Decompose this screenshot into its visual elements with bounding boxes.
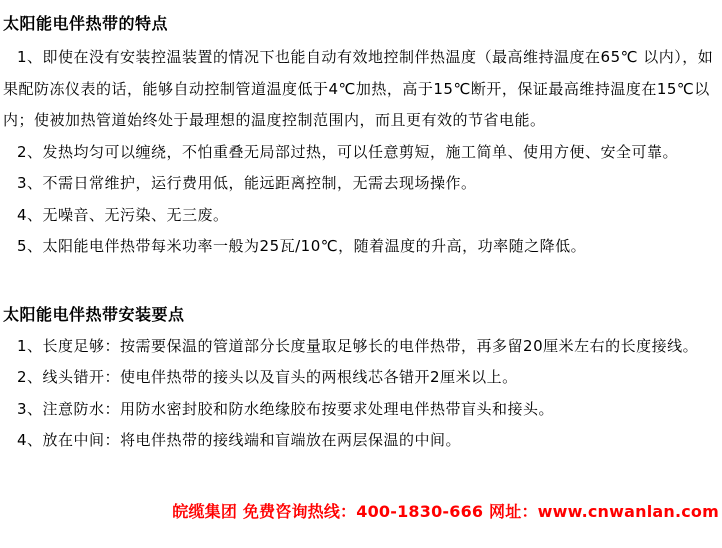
feature-item-4: 4、无噪音、无污染、无三废。 (17, 205, 229, 224)
footer-hotline-number: 400-1830-666 (356, 502, 484, 521)
section-features-title: 太阳能电伴热带的特点 (3, 14, 169, 33)
feature-item-5: 5、太阳能电伴热带每米功率一般为25瓦/10℃，随着温度的升高，功率随之降低。 (17, 237, 587, 255)
footer-company-name: 皖缆集团 (172, 502, 238, 521)
footer (172, 502, 719, 522)
installation-item-2: 2、线头错开：使电伴热带的接头以及盲头的两根线芯各错开2厘米以上。 (17, 368, 518, 386)
feature-item-1: 1、即使在没有安装控温装置的情况下也能自动有效地控制伴热温度（最高维持温度在65℃ 以内），如果配防冻仪表的话，能够自动控制管道温度低于4℃加热，高于15℃断开，保证最高维持温度在15℃以内；使被加热管道始终处于最理想的温度控制范围内，而且更有效的节省电能。 (3, 48, 714, 129)
section-features (3, 16, 718, 263)
section-installation (3, 304, 718, 457)
section-installation-title: 太阳能电伴热带安装要点 (3, 304, 185, 324)
installation-item-3: 3、注意防水：用防水密封胶和防水绝缘胶布按要求处理电伴热带盲头和接头。 (17, 399, 555, 418)
footer-website-label: 网址： (489, 502, 538, 521)
footer-hotline-label: 免费咨询热线： (242, 502, 357, 521)
footer-website-url: www.cnwanlan.com (537, 502, 719, 521)
installation-item-1: 1、长度足够：按需要保温的管道部分长度量取足够长的电伴热带，再多留20厘米左右的长度接线。 (17, 336, 699, 355)
installation-item-4: 4、放在中间：将电伴热带的接线端和盲端放在两层保温的中间。 (17, 431, 462, 449)
feature-item-3: 3、不需日常维护，运行费用低，能远距离控制，无需去现场操作。 (17, 174, 477, 192)
feature-item-2: 2、发热均匀可以缠绕，不怕重叠无局部过热，可以任意剪短，施工简单、使用方便、安全可靠。 (17, 142, 679, 161)
